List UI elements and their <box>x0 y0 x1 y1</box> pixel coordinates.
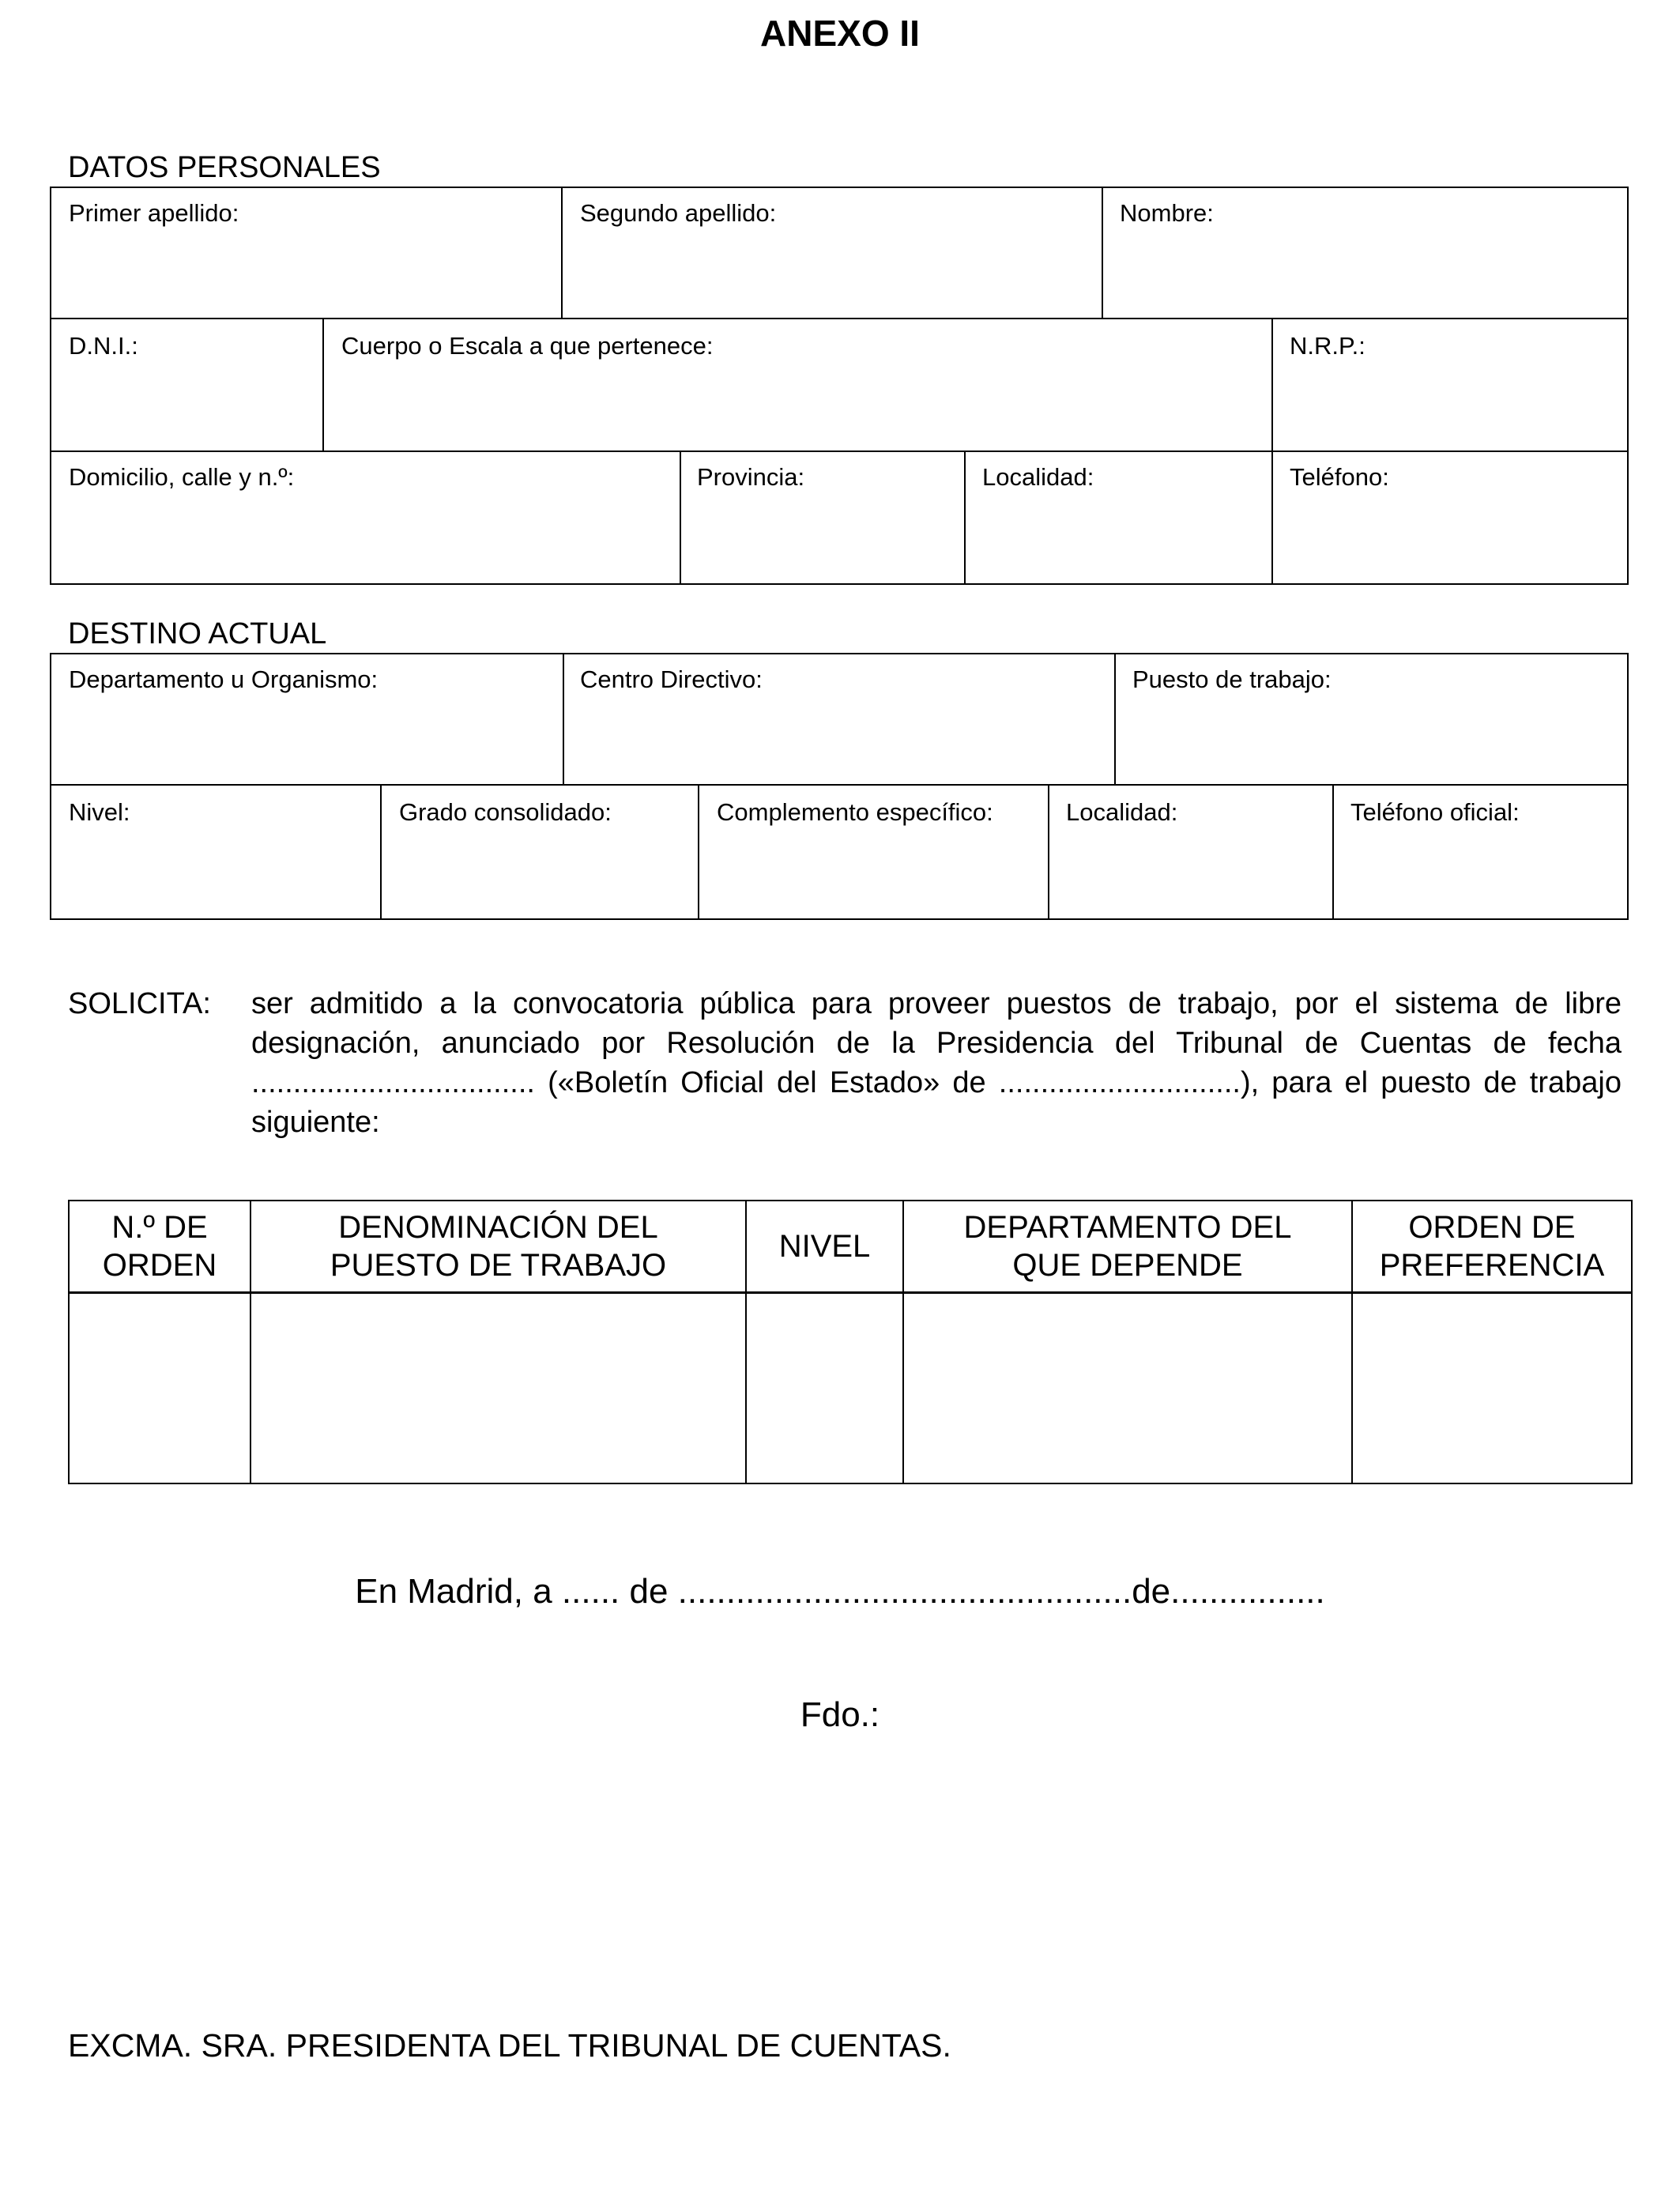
current-post-heading: DESTINO ACTUAL <box>68 617 327 650</box>
column-divider <box>1114 653 1116 786</box>
column-header-departamento-line2: QUE DEPENDE <box>1012 1248 1243 1283</box>
column-divider <box>698 784 699 920</box>
column-divider <box>563 653 564 786</box>
column-header-preferencia-line1: ORDEN DE <box>1408 1210 1576 1245</box>
column-header-orden-line1: N.º DE <box>111 1210 208 1245</box>
column-header-nivel <box>747 1201 902 1291</box>
field-domicilio[interactable]: Domicilio, calle y n.º: <box>69 463 295 491</box>
column-header-preferencia-line2: PREFERENCIA <box>1379 1248 1605 1283</box>
field-telefono[interactable]: Teléfono: <box>1290 463 1389 491</box>
column-divider <box>1271 450 1273 585</box>
column-divider <box>380 784 382 920</box>
field-localidad-destino[interactable]: Localidad: <box>1066 798 1178 826</box>
cell-nivel-entry[interactable] <box>747 1294 902 1483</box>
column-header-orden <box>70 1201 250 1291</box>
field-telefono-oficial[interactable]: Teléfono oficial: <box>1350 798 1520 826</box>
column-header-departamento <box>904 1201 1351 1291</box>
column-header-denominacion <box>251 1201 745 1291</box>
field-nombre[interactable]: Nombre: <box>1120 199 1214 227</box>
column-divider <box>322 318 324 450</box>
cell-departamento-entry[interactable] <box>904 1294 1351 1483</box>
field-puesto-trabajo[interactable]: Puesto de trabajo: <box>1132 665 1332 693</box>
column-header-nivel-label: NIVEL <box>778 1229 871 1264</box>
solicita-label: SOLICITA: <box>68 987 211 1020</box>
field-segundo-apellido[interactable]: Segundo apellido: <box>580 199 777 227</box>
row-divider <box>50 784 1629 786</box>
cell-preferencia-entry[interactable] <box>1353 1294 1631 1483</box>
field-nrp[interactable]: N.R.P.: <box>1290 332 1365 360</box>
field-dni[interactable]: D.N.I.: <box>69 332 138 360</box>
row-divider <box>50 318 1629 319</box>
field-nivel[interactable]: Nivel: <box>69 798 130 826</box>
column-divider <box>1332 784 1334 920</box>
field-primer-apellido[interactable]: Primer apellido: <box>69 199 239 227</box>
column-divider <box>1271 318 1273 450</box>
cell-denominacion-entry[interactable] <box>251 1294 745 1483</box>
column-header-departamento-line1: DEPARTAMENTO DEL <box>963 1210 1292 1245</box>
column-divider <box>680 450 681 585</box>
column-header-denominacion-line2: PUESTO DE TRABAJO <box>330 1248 667 1283</box>
column-header-orden-line2: ORDEN <box>102 1248 217 1283</box>
field-grado-consolidado[interactable]: Grado consolidado: <box>399 798 612 826</box>
date-line: En Madrid, a ...... de ...............................................de................ <box>355 1572 1325 1611</box>
field-centro-directivo[interactable]: Centro Directivo: <box>580 665 763 693</box>
field-complemento-especifico[interactable]: Complemento específico: <box>717 798 993 826</box>
solicita-paragraph: ser admitido a la convocatoria pública para proveer puestos de trabajo, por el sistema de libre designación, anunciado por Resolución de la Presidencia del Tribunal de Cuentas de fecha .................................. («Boletín Oficial del Estado» de .............................), para el puesto de trabajo siguiente: <box>251 987 1622 1139</box>
column-header-preferencia <box>1353 1201 1631 1291</box>
personal-data-heading: DATOS PERSONALES <box>68 151 381 184</box>
field-cuerpo-escala[interactable]: Cuerpo o Escala a que pertenece: <box>341 332 714 360</box>
field-departamento[interactable]: Departamento u Organismo: <box>69 665 379 693</box>
column-divider <box>561 187 563 319</box>
column-divider <box>1048 784 1049 920</box>
row-divider <box>50 450 1629 452</box>
column-divider <box>964 450 966 585</box>
field-provincia[interactable]: Provincia: <box>697 463 805 491</box>
addressee: EXCMA. SRA. PRESIDENTA DEL TRIBUNAL DE CUENTAS. <box>68 2027 951 2064</box>
personal-data-form <box>50 187 1629 585</box>
page-title: ANEXO II <box>760 13 920 54</box>
signature-label: Fdo.: <box>800 1695 880 1734</box>
column-divider <box>1102 187 1103 319</box>
field-localidad[interactable]: Localidad: <box>982 463 1094 491</box>
cell-orden-entry[interactable] <box>70 1294 250 1483</box>
column-header-denominacion-line1: DENOMINACIÓN DEL <box>338 1210 658 1245</box>
